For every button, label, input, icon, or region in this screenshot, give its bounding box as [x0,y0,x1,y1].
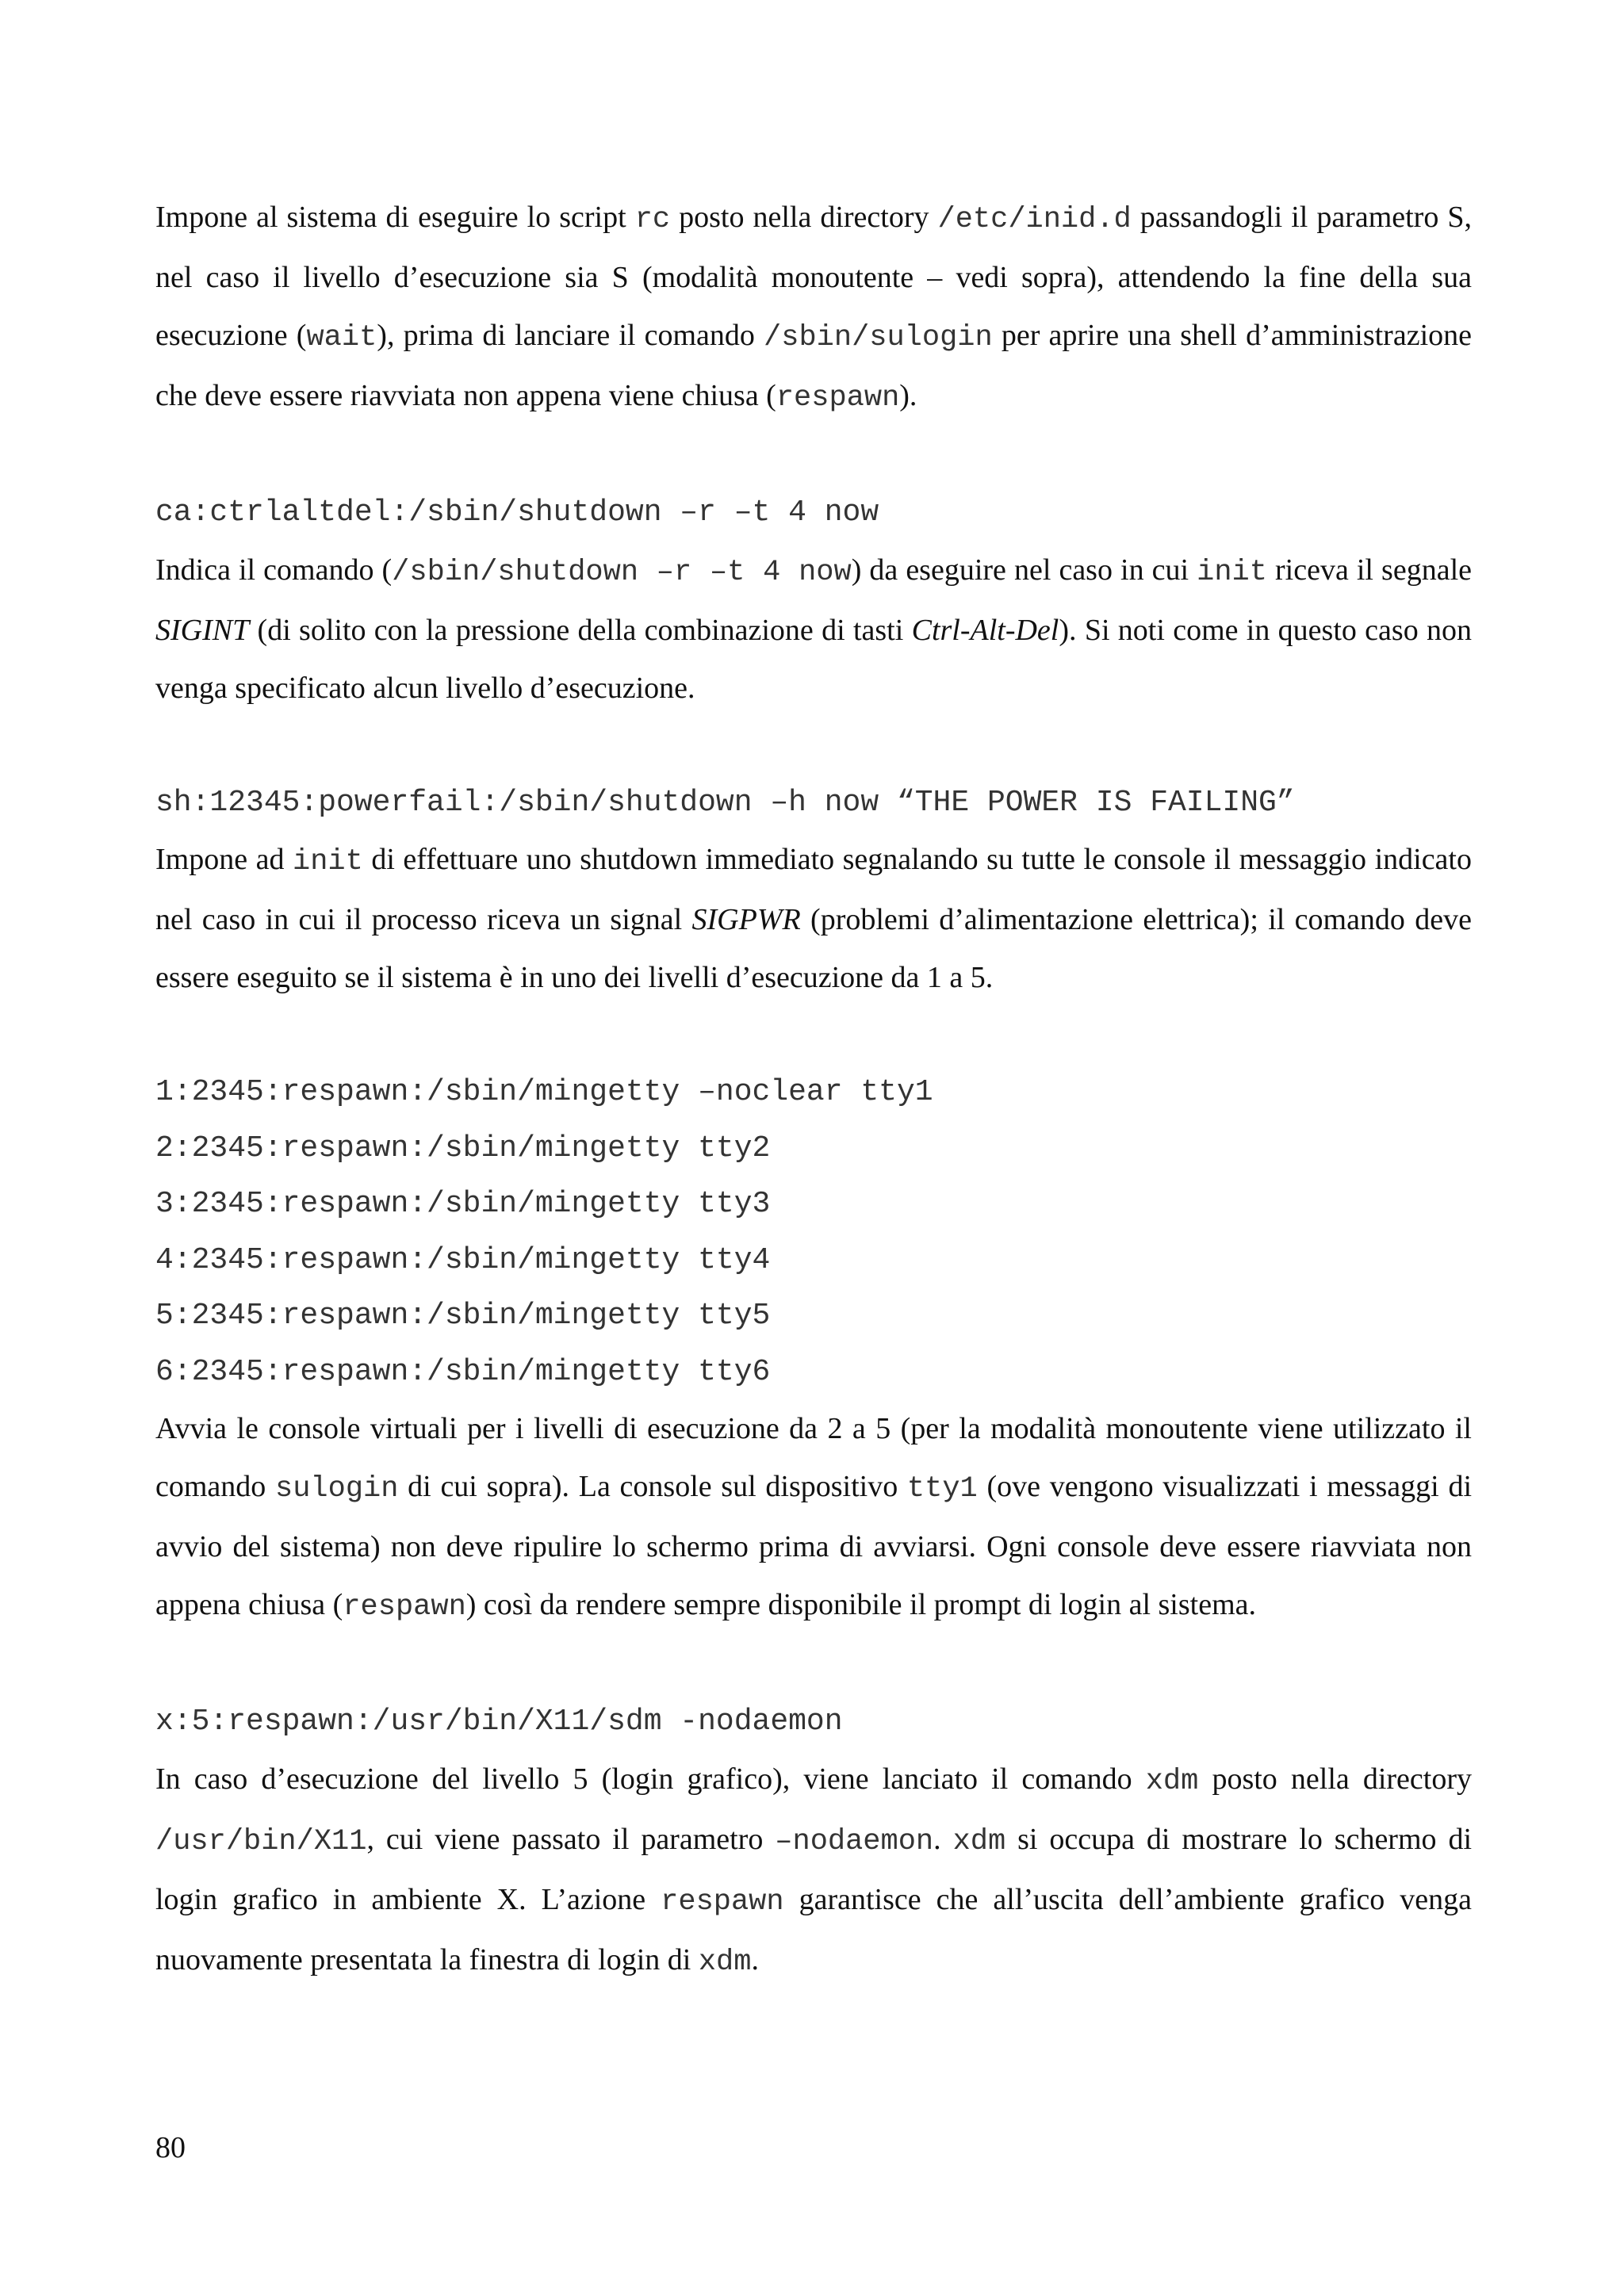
italic-term: Ctrl-Alt-Del [911,613,1059,647]
text-span: posto nella directory [670,201,938,234]
text-span: . [751,1942,759,1976]
inline-code: wait [306,321,377,354]
code-line-mingetty: 6:2345:respawn:/sbin/mingetty tty6 [155,1354,771,1389]
text-span: . [933,1822,953,1856]
inline-code: xdm [952,1824,1006,1858]
inline-code: rc [634,203,671,236]
text-span: posto nella directory [1198,1762,1472,1796]
text-span: Impone al sistema di eseguire lo script [155,201,635,234]
text-span: In caso d’esecuzione del livello 5 (login grafico), viene lanciato il comando [155,1762,1146,1796]
paragraph-powerfail [155,831,1472,1007]
inline-code: init [1197,555,1267,589]
paragraph-xdm [155,1751,1472,1992]
text-span: riceva il segnale [1266,553,1472,587]
code-line-mingetty: 2:2345:respawn:/sbin/mingetty tty2 [155,1131,771,1165]
text-span: , cui viene passato il parametro [366,1822,776,1856]
italic-term: SIGPWR [691,903,801,936]
inline-code: respawn [343,1590,466,1624]
text-span: si occupa di mostrare lo schermo di login grafico in ambiente X. L’azione [155,1822,1473,1916]
page-number: 80 [155,2131,186,2164]
spacer [155,718,1472,775]
code-line-powerfail: sh:12345:powerfail:/sbin/shutdown –h now “THE POWER IS FAILING” [155,785,1295,820]
inline-code: /usr/bin/X11 [155,1824,367,1858]
inline-code: respawn [661,1885,784,1919]
text-span: garantisce che all’uscita dell’ambiente grafico venga nuovamente presentata la finestra di login di [155,1882,1472,1976]
text-span: Impone ad [155,843,293,876]
inline-code: init [292,845,363,878]
spacer [155,427,1472,485]
inline-code: tty1 [906,1472,978,1506]
text-span: ). [899,379,917,412]
text-span: Avvia le console virtuali per i livelli di esecuzione da 2 a 5 (per la modalità monoutente viene utilizzato il comando [155,1412,1472,1503]
text-span: ) così da rendere sempre disponibile il prompt di login al sistema. [465,1588,1257,1621]
inline-code: /etc/inid.d [937,203,1132,236]
inline-code: –nodaemon [775,1824,934,1858]
code-line-mingetty: 1:2345:respawn:/sbin/mingetty –noclear tty1 [155,1075,933,1109]
paragraph-ctrlaltdel [155,541,1472,718]
paragraph-virtual-consoles [155,1400,1472,1636]
paragraph-rc-script [155,189,1472,427]
text-span: ), prima di lanciare il comando [377,319,764,352]
inline-code: xdm [698,1945,752,1979]
inline-code: respawn [776,381,900,415]
text-span: ). Si noti come in questo caso non venga specificato alcun livello d’esecuzione. [155,613,1472,705]
code-line-ctrlaltdel: ca:ctrlaltdel:/sbin/shutdown –r –t 4 now [155,496,879,530]
code-line-mingetty: 4:2345:respawn:/sbin/mingetty tty4 [155,1242,771,1277]
spacer [155,1636,1472,1694]
text-span: di cui sopra). La console sul dispositivo [398,1470,907,1503]
text-span: (problemi d’alimentazione elettrica); il comando deve essere eseguito se il sistema è in uno dei livelli d’esecuzione da 1 a 5. [155,903,1472,994]
inline-code: sulogin [275,1472,399,1506]
text-span: Indica il comando ( [155,553,393,587]
inline-code: /sbin/sulogin [764,321,993,354]
code-line-mingetty: 3:2345:respawn:/sbin/mingetty tty3 [155,1187,771,1221]
text-span: ) da eseguire nel caso in cui [851,553,1197,587]
spacer [155,1007,1472,1065]
italic-term: SIGINT [155,613,250,647]
text-span: per aprire una shell d’amministrazione che deve essere riavviata non appena viene chiusa ( [155,319,1472,412]
text-span: (ove vengono visualizzati i messaggi di avvio del sistema) non deve ripulire lo schermo prima di avviarsi. Ogni console deve essere riavviata non appena chiusa ( [155,1470,1472,1621]
code-line-mingetty: 5:2345:respawn:/sbin/mingetty tty5 [155,1299,771,1333]
inline-code: xdm [1145,1764,1199,1798]
text-span: di effettuare uno shutdown immediato segnalando su tutte le console il messaggio indicato nel caso in cui il processo riceva un signal [155,843,1472,936]
text-span: passandogli il parametro S, nel caso il livello d’esecuzione sia S (modalità monoutente – vedi sopra), attendendo la fine della sua esecuzione ( [155,201,1472,352]
inline-code: /sbin/shutdown –r –t 4 now [392,555,852,589]
document-page [155,189,1472,1992]
text-span: (di solito con la pressione della combinazione di tasti [249,613,912,647]
code-line-xdm: x:5:respawn:/usr/bin/X11/sdm -nodaemon [155,1705,843,1739]
